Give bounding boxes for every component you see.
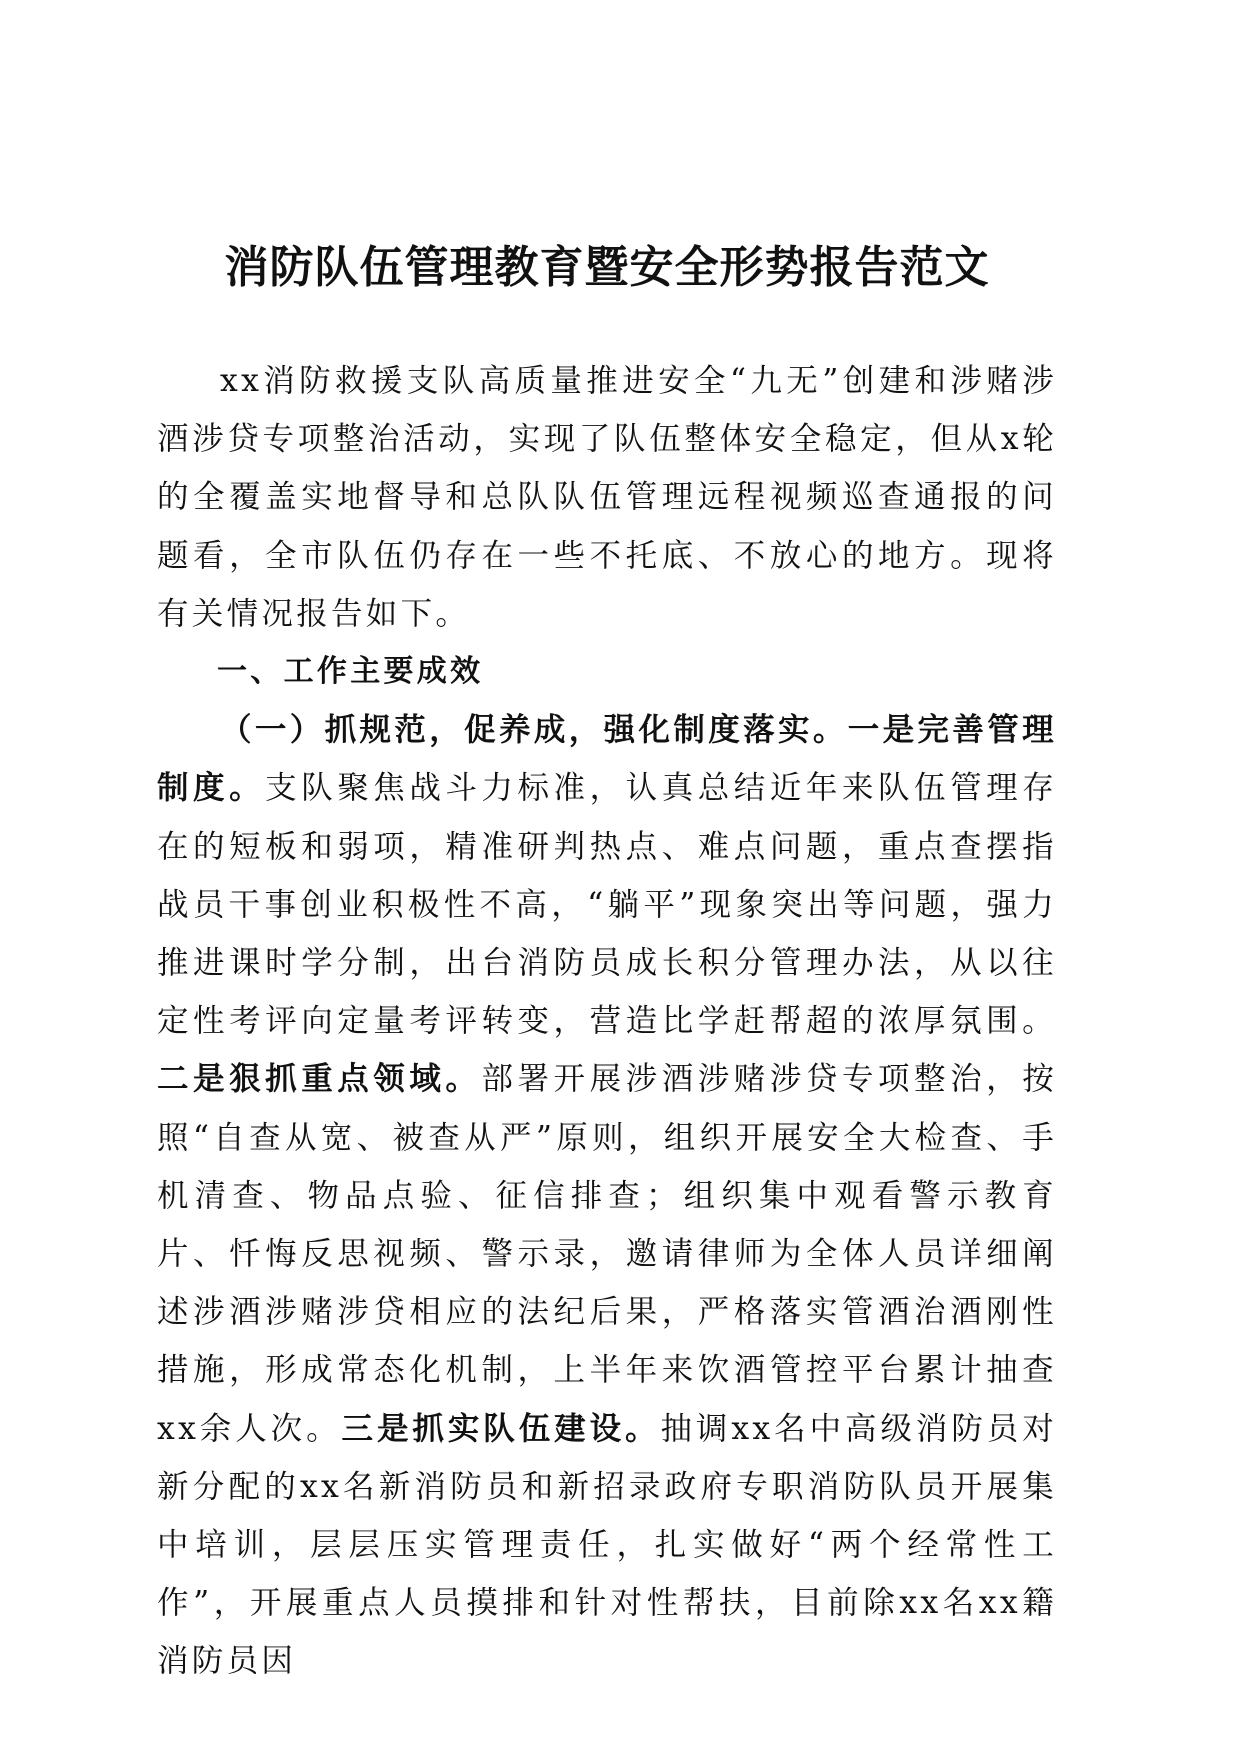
document-title: 消防队伍管理教育暨安全形势报告范文 <box>224 242 990 293</box>
point-2-text: 部署开展涉酒涉赌涉贷专项整治，按照“自查从宽、被查从严”原则，组织开展安全大检查、手机清查、物品点验、征信排查；组织集中观看警示教育片、忏悔反思视频、警示录，邀请律师为全体人员详细阐述涉酒涉赌涉贷相应的法纪后果，严格落实管酒治酒刚性措施，形成常态化机制，上半年来饮酒管控平台累计抽查xx余人次。 <box>157 1061 1057 1447</box>
point-3-title: 三是抓实队伍建设。 <box>341 1410 661 1447</box>
intro-paragraph: xx消防救援支队高质量推进安全“九无”创建和涉赌涉酒涉贷专项整治活动，实现了队伍整体安全稳定，但从x轮的全覆盖实地督导和总队队伍管理远程视频巡查通报的问题看，全市队伍仍存在一些不托底、不放心的地方。现将有关情况报告如下。 <box>157 363 1057 632</box>
point-1-title: 一是完善管理制度。 <box>157 712 1057 807</box>
sub-heading: （一）抓规范，促养成，强化制度落实。 <box>220 712 848 749</box>
section-heading: 一、工作主要成效 <box>217 654 484 690</box>
section-paragraph <box>157 701 1057 1690</box>
point-3-text: 抽调xx名中高级消防员对新分配的xx名新消防员和新招录政府专职消防队员开展集中培训，层层压实管理责任，扎实做好“两个经常性工作”，开展重点人员摸排和针对性帮扶，目前除xx名xx籍消防员因 <box>157 1410 1057 1680</box>
document-body <box>157 352 1057 1691</box>
document-page <box>157 0 1057 1754</box>
point-2-title: 二是狠抓重点领域。 <box>157 1061 482 1098</box>
point-1-text: 支队聚焦战斗力标准，认真总结近年来队伍管理存在的短板和弱项，精准研判热点、难点问题，重点查摆指战员干事创业积极性不高，“躺平”现象突出等问题，强力推进课时学分制，出台消防员成长积分管理办法，从以往定性考评向定量考评转变，营造比学赶帮超的浓厚氛围。 <box>157 770 1057 1040</box>
